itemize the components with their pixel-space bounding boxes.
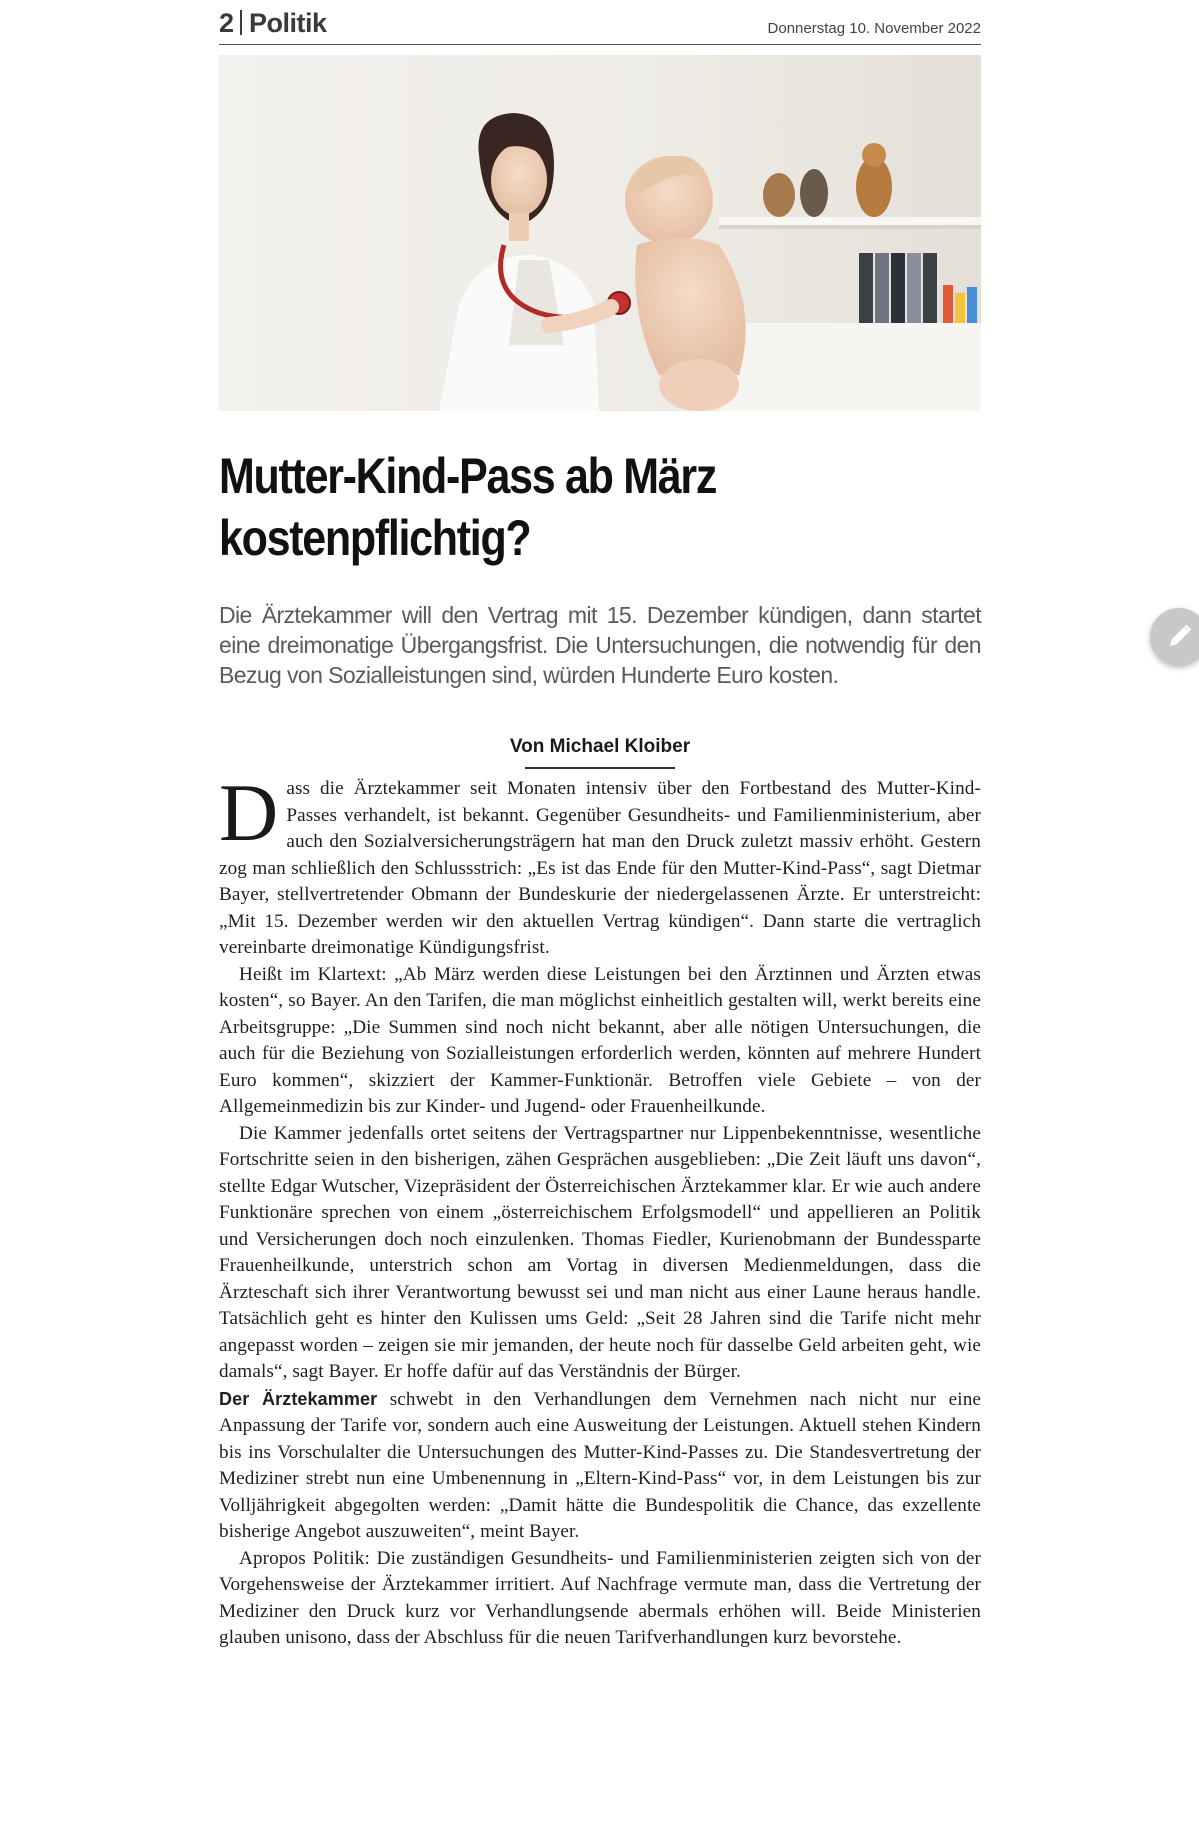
paragraph-1: [219, 767, 981, 962]
paragraph-4-text: schwebt in den Verhandlungen dem Vernehmen nach nicht nur eine Anpassung der Tarife vor, sondern auch eine Ausweitung der Leistungen. Aktuell stehen Kindern bis ins Vorschulalter die Untersuchungen des Mutter-Kind-Passes zu. Die Standesvertretung der Mediziner strebt nun eine Umbenennung in „Eltern-Kind-Pass“ vor, in dem Leistungen bis zur Volljährigkeit abgegolten werden: „Damit hätte die Bundespolitik die Chance, das exzellente bisherige Angebot auszuweiten“, meint Bayer.: [219, 1388, 981, 1542]
doctor-examining-baby-image: [219, 55, 981, 411]
drop-cap: D: [219, 767, 279, 858]
paragraph-3: Die Kammer jedenfalls ortet seitens der Vertragspartner nur Lippenbekenntnisse, wesentliche Fortschritte seien in den bisherigen, zähen Gesprächen ausgeblieben: „Die Zeit läuft uns davon“, stellte Edgar Wutscher, Vizepräsident der Österreichischen Ärztekammer klar. Er wie auch andere Funktionäre sprechen von einem „österreichischem Erfolgsmodell“ und appellieren an Politik und Versicherungen doch noch einzulenken. Thomas Fiedler, Kurienobmann der Bundessparte Frauenheilkunde, unterstrich schon am Vortag in diversen Medienmeldungen, dass die Ärzteschaft sich ihrer Verantwortung bewusst sei und man nicht aus einer Laune heraus handle. Tatsächlich geht es hinter den Kulissen ums Geld: „Seit 28 Jahren sind die Tarife nicht mehr angepasst worden – zeigen sie mir jemanden, der heute noch für dasselbe Geld arbeiten geht, wie damals“, sagt Bayer. Er hoffe dafür auf das Verständnis der Bürger.: [219, 1122, 981, 1382]
issue-date: Donnerstag 10. November 2022: [767, 20, 981, 37]
article-lead: Die Ärztekammer will den Vertrag mit 15. Dezember kündigen, dann startet eine dreimonatige Übergangsfrist. Die Untersuchungen, die notwendig für den Bezug von Sozialleistungen sind, würden Hunderte Euro kosten.: [219, 602, 981, 688]
edit-button[interactable]: [1150, 608, 1199, 666]
headline-line-2: kostenpflichtig?: [219, 510, 531, 566]
paragraph-2: Heißt im Klartext: „Ab März werden diese Leistungen bei den Ärztinnen und Ärzten etwas kosten“, so Bayer. An den Tarifen, die man möglichst einheitlich gestalten will, werkt bereits eine Arbeitsgruppe: „Die Summen sind noch nicht bekannt, aber alle nötigen Untersuchungen, die auch für die Beziehung von Sozialleistungen erforderlich werden, könnten auf mehrere Hundert Euro kommen“, skizziert der Kammer-Funktionär. Betroffen viele Gebiete – von der Allgemeinmedizin bis zur Kinder- und Jugend- oder Frauenheilkunde.: [219, 963, 981, 1117]
pencil-icon: [1150, 608, 1199, 666]
page-number: 2: [219, 8, 234, 38]
article-photo: [219, 55, 981, 411]
header-separator: [240, 10, 242, 35]
article-headline: [219, 445, 874, 569]
paragraph-4: [219, 1386, 981, 1546]
headline-line-1: Mutter-Kind-Pass ab März: [219, 448, 717, 504]
article-body: [219, 767, 981, 1652]
paragraph-1-text: ass die Ärztekammer seit Monaten intensiv über den Fortbestand des Mutter-Kind-Passes verhandelt, ist bekannt. Gegenüber Gesundheits- und Familienministerium, aber auch den Sozialversicherungsträgern hat man den Druck zuletzt massiv erhöht. Gestern zog man schließlich den Schlussstrich: „Es ist das Ende für den Mutter-Kind-Pass“, sagt Dietmar Bayer, stellvertretender Obmann der Bundeskurie der niedergelassenen Ärzte. Er unterstreicht: „Mit 15. Dezember werden wir den aktuellen Vertrag kündigen“. Dann starte die vertraglich vereinbarte dreimonatige Kündigungsfrist.: [219, 778, 981, 958]
paragraph-5: Apropos Politik: Die zuständigen Gesundheits- und Familienministerien zeigten sich von der Vorgehensweise der Ärztekammer irritiert. Auf Nachfrage vermute man, dass die Vertretung der Mediziner den Druck kurz vor Verhandlungsende abermals erhöhen will. Beide Ministerien glauben unisono, dass der Abschluss für die neuen Tarifverhandlungen kurz bevorstehe.: [219, 1547, 981, 1648]
paragraph-kicker: Der Ärztekammer: [219, 1388, 378, 1409]
article-byline: Von Michael Kloiber: [509, 736, 691, 757]
page-header: [219, 0, 981, 45]
section-title: Politik: [249, 8, 327, 38]
byline-underline: [525, 767, 675, 769]
